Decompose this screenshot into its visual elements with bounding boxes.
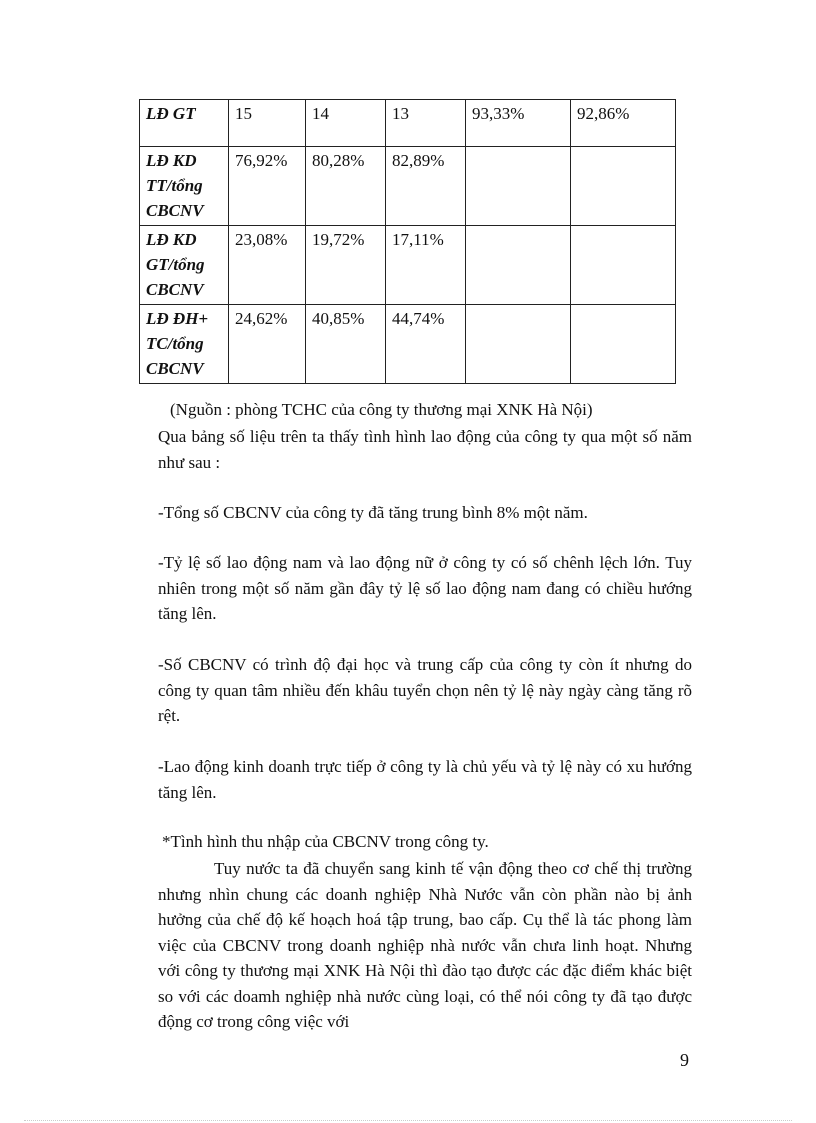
- intro-paragraph: Qua bảng số liệu trên ta thấy tình hình lao động của công ty qua một số năm như sau :: [158, 427, 692, 472]
- table-cell: 44,74%: [386, 305, 466, 384]
- table-cell: [571, 305, 676, 384]
- table-row: [140, 147, 676, 226]
- row-label: LĐ GT: [140, 100, 229, 147]
- bullet-item: -Số CBCNV có trình độ đại học và trung cấp của công ty còn ít nhưng do công ty quan tâm nhiều đến khâu tuyển chọn nên tỷ lệ này ngày càng tăng rõ rệt.: [158, 655, 692, 725]
- table-cell: 80,28%: [306, 147, 386, 226]
- footer-divider: [24, 1120, 792, 1121]
- table-cell: [571, 147, 676, 226]
- body-paragraph: Tuy nước ta đã chuyển sang kinh tế vận động theo cơ chế thị trường nhưng nhìn chung các doanh nghiệp Nhà Nước vẫn còn phần nào bị ảnh hưởng của chế độ kế hoạch hoá tập trung, bao cấp. Cụ thể là tác phong làm việc của CBCNV trong doanh nghiệp nhà nước vẫn chưa linh hoạt. Nhưng với công ty thương mại XNK Hà Nội thì đào tạo được các đặc điểm khác biệt so với các doamh nghiệp nhà nước cùng loại, có thể nói công ty đã tạo được động cơ trong công việc với: [158, 859, 692, 1031]
- table-cell: 24,62%: [229, 305, 306, 384]
- bullet-item: -Tổng số CBCNV của công ty đã tăng trung bình 8% một năm.: [158, 503, 588, 522]
- table-row: [140, 100, 676, 147]
- table-cell: 13: [386, 100, 466, 147]
- source-note: (Nguồn : phòng TCHC của công ty thương mại XNK Hà Nội): [170, 400, 593, 419]
- section-heading: *Tình hình thu nhập của CBCNV trong công ty.: [162, 832, 489, 851]
- page-number: 9: [680, 1050, 689, 1070]
- table-cell: [466, 147, 571, 226]
- table-cell: [466, 305, 571, 384]
- table-cell: 14: [306, 100, 386, 147]
- bullet-item: -Tỷ lệ số lao động nam và lao động nữ ở công ty có số chênh lệch lớn. Tuy nhiên trong một số năm gần đây tỷ lệ số lao động nam đang có chiều hướng tăng lên.: [158, 553, 692, 623]
- table-cell: 40,85%: [306, 305, 386, 384]
- row-label: LĐ ĐH+ TC/tổng CBCNV: [140, 305, 229, 384]
- row-label: LĐ KD GT/tổng CBCNV: [140, 226, 229, 305]
- table-cell: 19,72%: [306, 226, 386, 305]
- table-row: [140, 305, 676, 384]
- table-cell: 93,33%: [466, 100, 571, 147]
- labor-statistics-table: [139, 99, 676, 384]
- row-label: LĐ KD TT/tổng CBCNV: [140, 147, 229, 226]
- table-cell: 15: [229, 100, 306, 147]
- table-cell: 23,08%: [229, 226, 306, 305]
- table-cell: 76,92%: [229, 147, 306, 226]
- table-cell: 82,89%: [386, 147, 466, 226]
- bullet-item: -Lao động kinh doanh trực tiếp ở công ty là chủ yếu và tỷ lệ này có xu hướng tăng lên.: [158, 757, 692, 802]
- table-cell: 17,11%: [386, 226, 466, 305]
- table-cell: [571, 226, 676, 305]
- table-row: [140, 226, 676, 305]
- table-cell: [466, 226, 571, 305]
- table-cell: 92,86%: [571, 100, 676, 147]
